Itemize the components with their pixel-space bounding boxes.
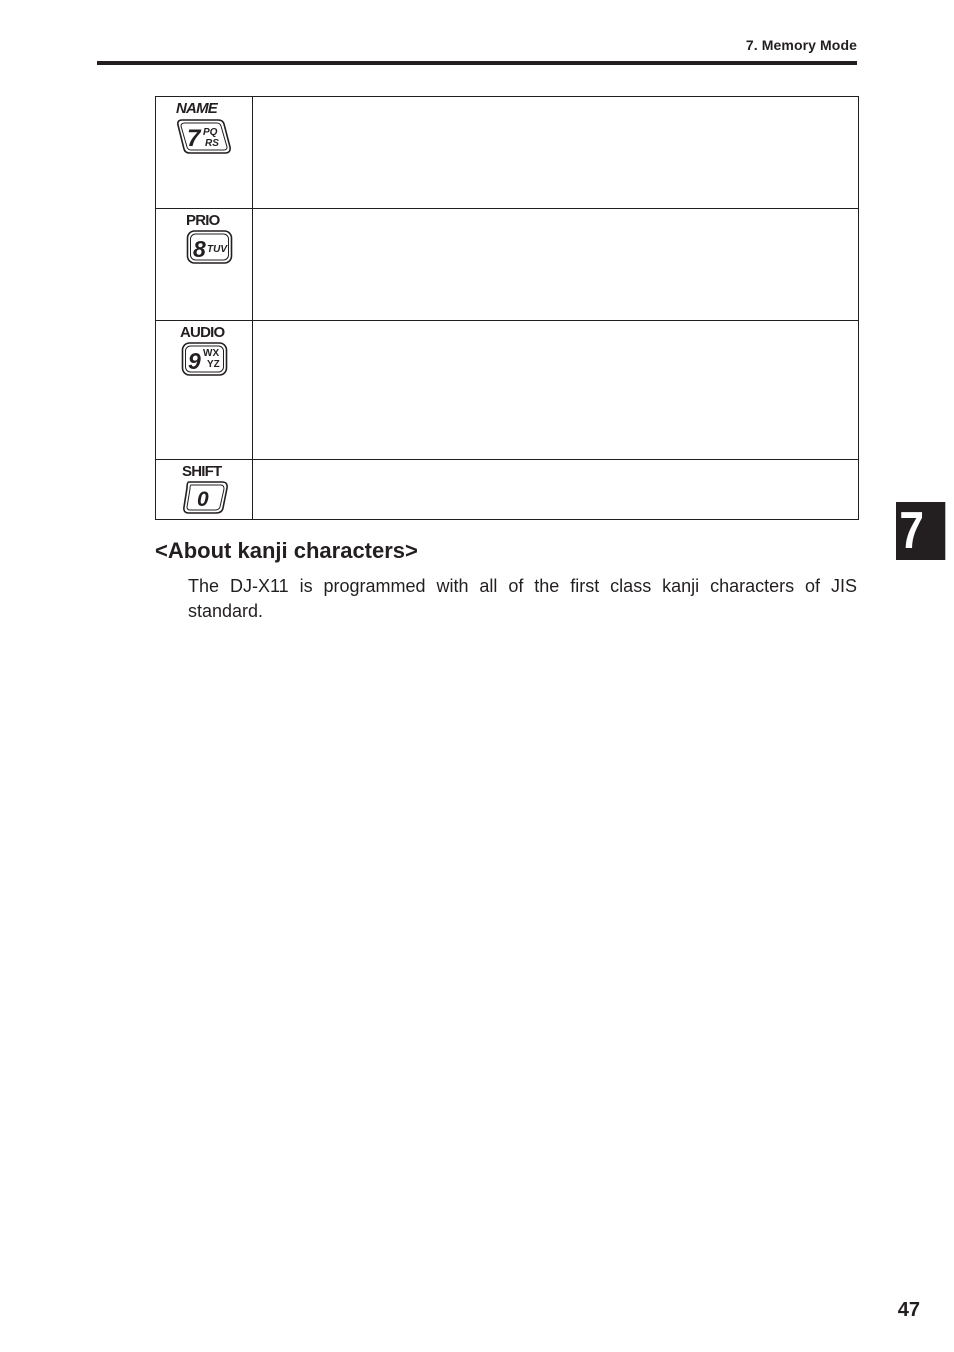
page-number: 47: [897, 1299, 920, 1321]
description-cell: [253, 460, 859, 520]
keycap-8-icon: [186, 229, 236, 267]
table-row: [156, 209, 859, 321]
key-function-table: [155, 96, 859, 520]
keycap-7-icon: [176, 117, 232, 157]
audio-9-key-icon: [180, 325, 240, 379]
name-7-key-icon: [176, 101, 236, 157]
svg-text:7: 7: [187, 125, 201, 152]
svg-text:TUV: TUV: [207, 244, 227, 255]
table-row: [156, 460, 859, 520]
shift-0-key-icon: [182, 464, 242, 516]
section-heading: <About kanji characters>: [155, 538, 418, 563]
key-cell: [156, 97, 253, 209]
chapter-tab: 7: [896, 502, 945, 560]
svg-text:YZ: YZ: [207, 359, 220, 370]
description-cell: [253, 97, 859, 209]
svg-text:PQ: PQ: [203, 127, 218, 138]
svg-text:WX: WX: [203, 348, 220, 359]
key-cell: [156, 321, 253, 460]
key-label: NAME: [176, 100, 217, 117]
key-label: SHIFT: [182, 463, 222, 480]
key-label: AUDIO: [180, 324, 225, 341]
table-row: [156, 321, 859, 460]
keycap-9-icon: [180, 341, 230, 379]
table-row: [156, 97, 859, 209]
key-cell: [156, 209, 253, 321]
key-label: PRIO: [186, 212, 220, 229]
svg-text:9: 9: [188, 348, 201, 374]
body-paragraph: The DJ-X11 is programmed with all of the first class kanji characters of JIS standard.: [188, 576, 857, 621]
keycap-0-icon: [182, 480, 232, 516]
svg-text:0: 0: [197, 488, 209, 511]
running-header: 7. Memory Mode: [745, 37, 857, 53]
prio-8-key-icon: [186, 213, 246, 267]
key-cell: [156, 460, 253, 520]
header-rule: [97, 61, 857, 65]
description-cell: [253, 209, 859, 321]
svg-text:8: 8: [193, 236, 206, 262]
svg-text:RS: RS: [205, 138, 219, 149]
description-cell: [253, 321, 859, 460]
